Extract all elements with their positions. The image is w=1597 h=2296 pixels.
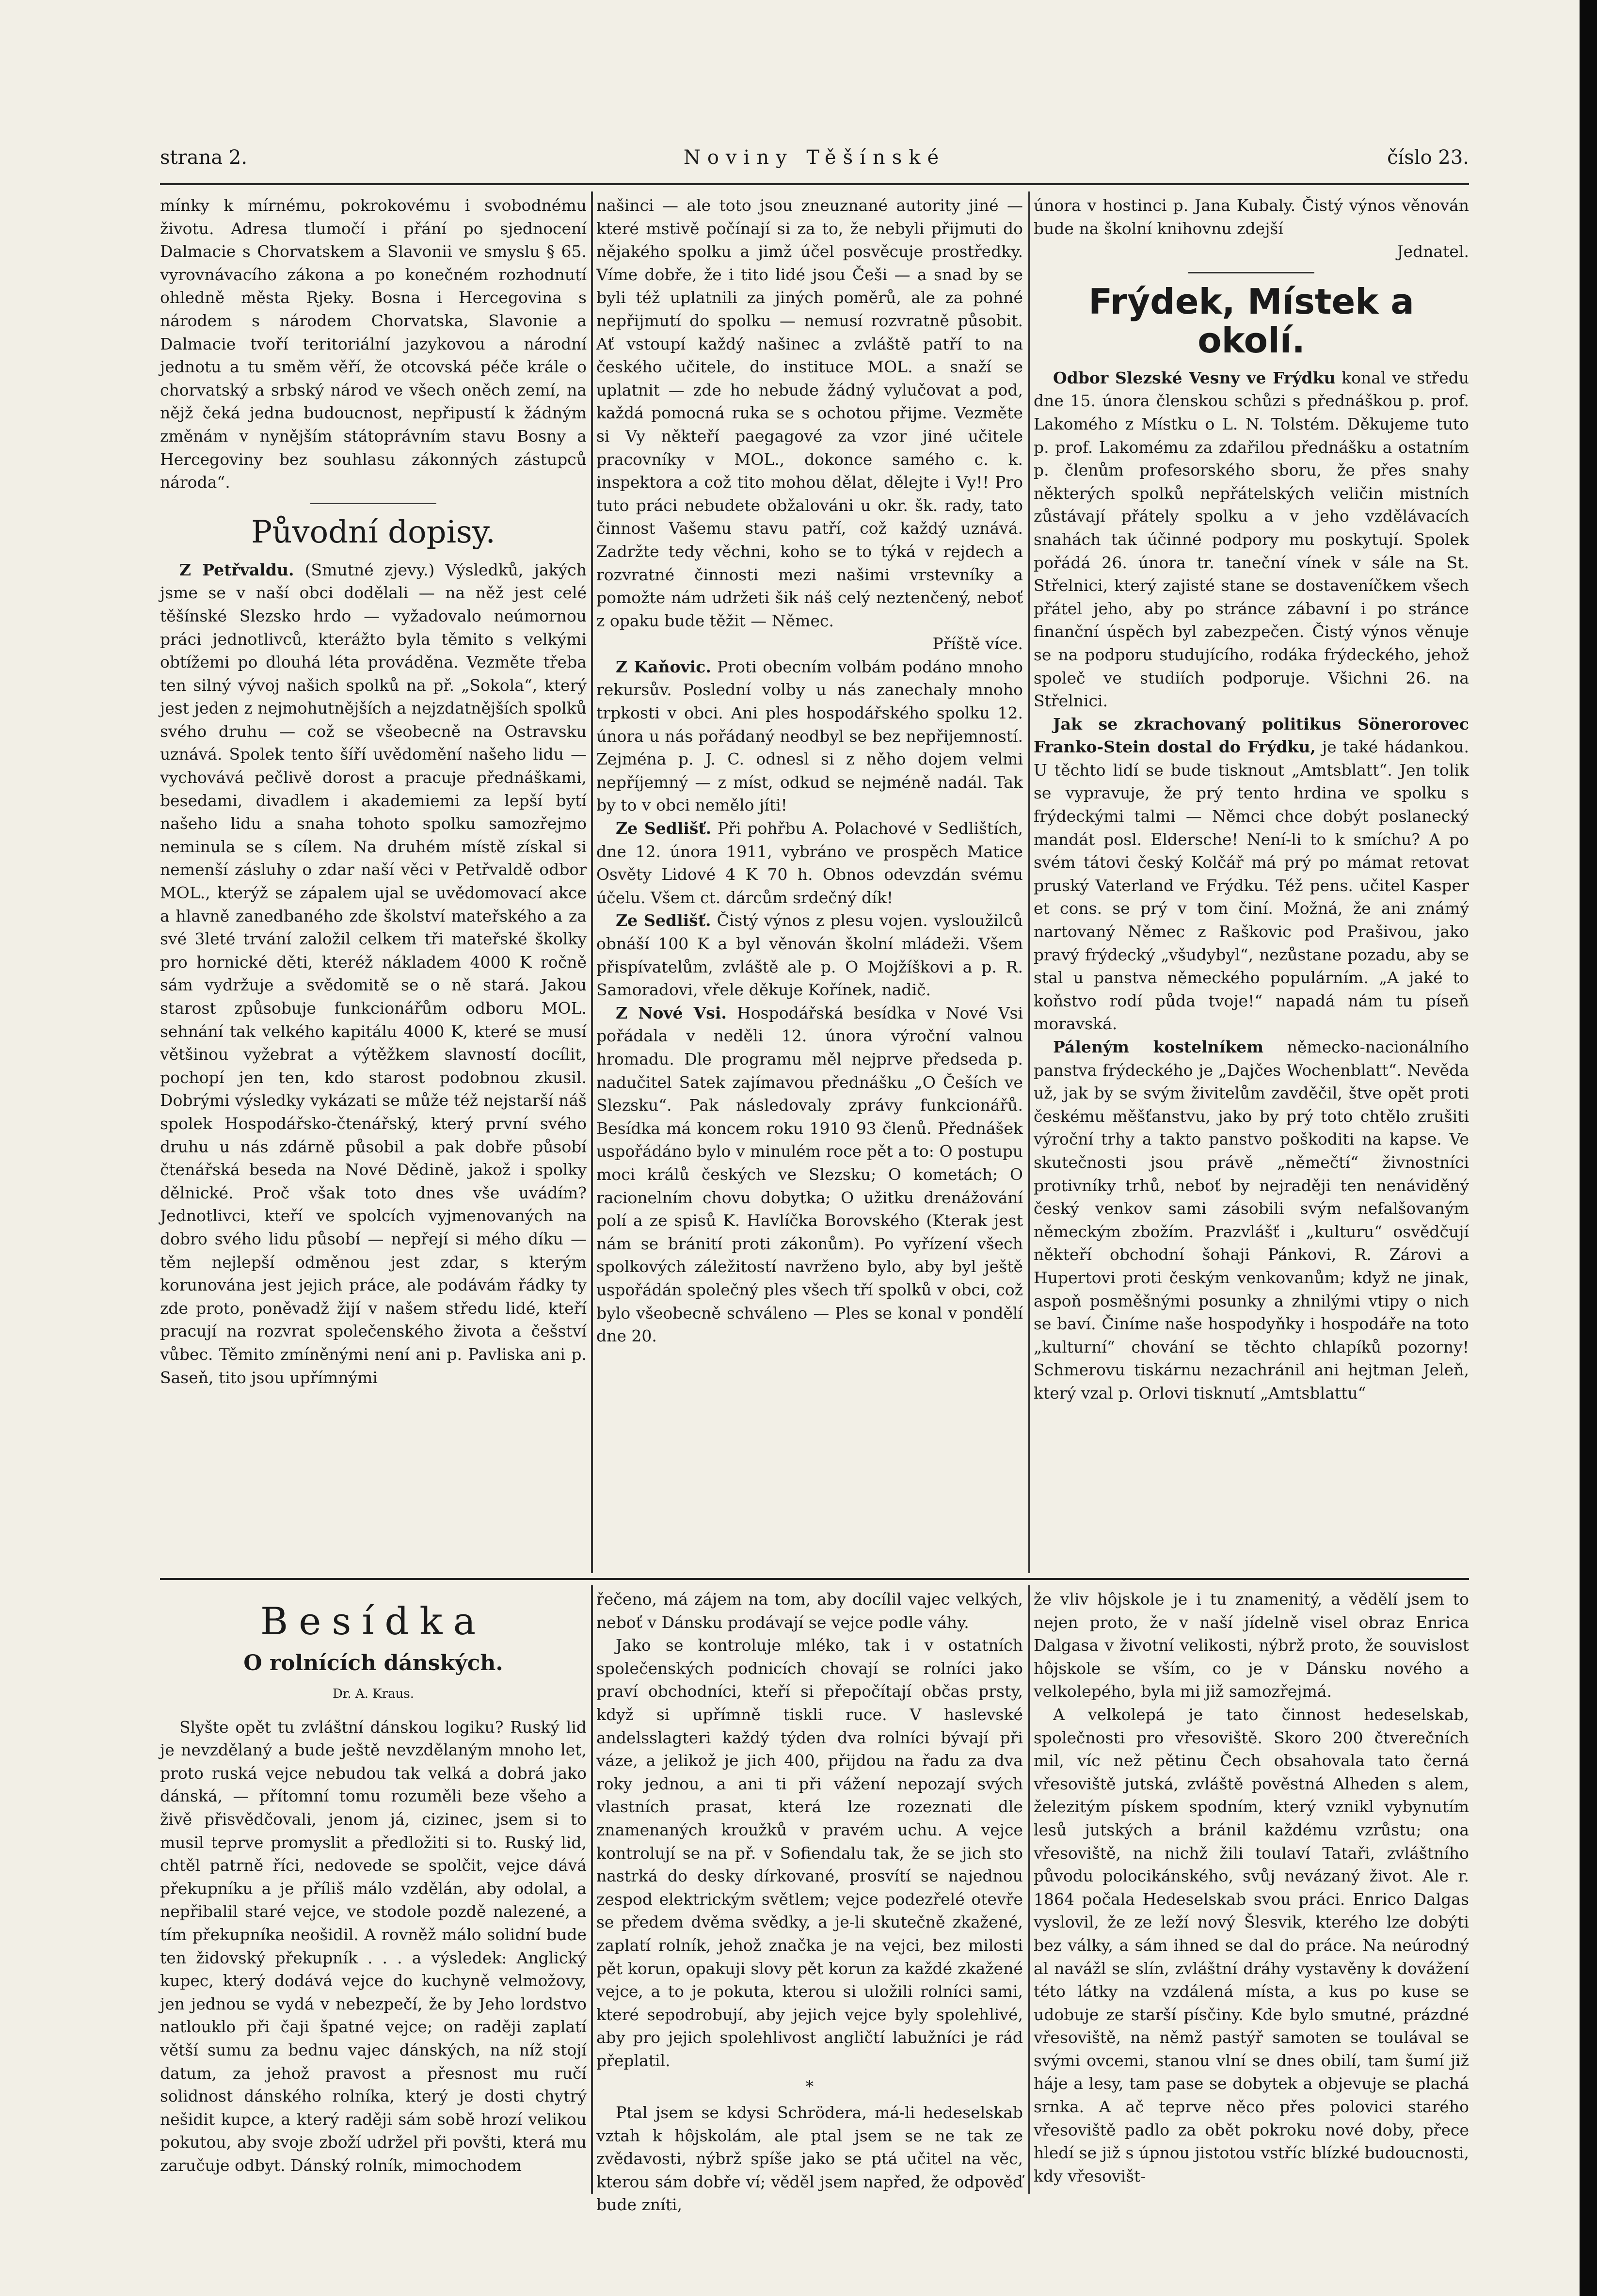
article-text: Proti obecním volbám podáno mnoho rekursův. Poslední volby u nás zanechaly mnoho trpkosti v obci. Ani ples hospodářského spolku 12. února u nás pořádaný neodbyl se bez nepřijemností. Zejména p. J. C. odnesl si z něho dojem velmi nepříjemný — z míst, odkud se nejméně nadál. Tak by to v obci nemělo jíti! <box>596 657 1023 815</box>
article-continuation: února v hostinci p. Jana Kubaly. Čistý výnos věnován bude na školní knihovnu zdejší <box>1034 196 1469 238</box>
column-3 <box>1034 194 1469 1571</box>
article-text: německo-nacionálního panstva frýdeckého je „Dajčes Wochenblatt“. Nevěda už, jak by se svým živitelům zavděčil, štve opět proti českému měšťanstvu, jako by prý toto chtělo zrušiti výroční trhy a takto panstvo poškoditi na kapse. Ve skutečnosti jsou právě „němečtí“ živnostníci protivníky trhů, neboť by nejraději ten nenáviděný český venkov sami zásobili svým nefalšovaným německým zbožím. Prazvlášť i „kulturu“ osvědčují někteří obchodní šohaji Pánkovi, R. Zárovi a Hupertovi proti českým venkovanům; když ne jinak, aspoň posměšnými posunky a zhnilými vtipy o nich se baví. Činíme naše hospodyňky i hospodáře na toto „kulturní“ chování se těchto chlapíků pozorny! Schmerovu tiskárnu nezachránil ani hejtman Jeleň, který vzal p. Orlovi tisknutí „Amtsblattu“ <box>1034 1037 1469 1403</box>
article-lead: Ze Sedlišť. <box>616 911 711 930</box>
besidka-column-3 <box>1034 1588 1469 2191</box>
article-text: konal ve středu dne 15. února členskou schůzi s přednáškou p. prof. Lakomého z Místku o L. N. Tolstém. Děkujeme tuto p. prof. Lakomému za zdařilou přednášku a ostatním p. členům profesorského sboru, že přes snahy některých spolků nepřátelských veličin mistních zůstávají přátely spolku a v jeho vzdělávacích snahách tak účinné podpory mu poskytují. Spolek pořádá 26. února tr. taneční vínek v sále na St. Střelnici, který zajisté stane se dostaveníčkem všech přátel jeho, aby po stránce zábavní i po stránce finanční úspěch byl zabezpečen. Čistý výnos věnuje se na podporu studujícího, rodáka frýdeckého, jehož společ ve studiích podporuje. Všichni 26. na Střelnici. <box>1034 368 1469 711</box>
article-text: Hospodářská besídka v Nové Vsi pořádala v neděli 12. února výroční valnou hromadu. Dle programu měl nejprve předseda p. nadučitel Satek zajímavou přednášku „O Češích ve Slezsku“. Pak následovaly zprávy funkcionářů. Besídka má koncem roku 1910 93 členů. Přednášek uspořádáno bylo v minulém roce pět a to: O postupu moci králů českých ve Slezsku; O kometách; O racionelním chovu dobytka; O užitku drenážování polí a ze spisů K. Havlíčka Borovského (Kterak jest nám se bránití proti zákonům). Po vyřízení všech spolkových záležitostí navrženo bylo, aby byl ještě uspořádán společný ples všech tří spolků v obci, což bylo všeobecně schváleno — Ples se konal v pondělí dne 20. <box>596 1003 1023 1346</box>
article-franko-stein <box>1034 713 1469 1036</box>
feuilleton-text: A velkolepá je tato činnost hedeselskab, společnosti pro vřesoviště. Skoro 200 čtverečních mil, víc než pětinu Čech obsahovala tato černá vřesoviště jutská, zvláště pověstná Alheden s alem, železitým pískem spodním, který vznikl vybynutím lesů jutských a bránil každému vzrůstu; ona vřesoviště, na nichž žili toulaví Tataři, zvláštního původu polocikánského, svůj nevázaný život. Ale r. 1864 počala Hedeselskab svou práci. Enrico Dalgas vyslovil, že ze leží nový Šlesvik, kterého lze dobýti bez války, a sám ihned se dal do práce. Na neúrodný al navážl se slín, zvláštní dráhy vystavěny k dovážení této látky na vzdálená místa, a kus po kuse se udobuje ze starší písčiny. Kde bylo smutné, prázdné vřesoviště, na němž pastýř samoten se toulával se svými ovcemi, stanou vlní se dnes obilí, tam šumí již háje a lesy, tam pase se dobytek a objevuje se plachá srnka. A ač teprve něco přes polovici starého vřesoviště padlo za obět pokroku nové doby, přece hledí se již s úpnou jistotou vstříc blízké budoucnosti, kdy vřesovišt- <box>1034 1705 1469 2185</box>
article-text: Čistý výnos z plesu vojen. vysloužilců obnáší 100 K a byl věnován školní mládeži. Všem přispívatelům, zvláště ale p. O Mojžíškovi a p. R. Samoradovi, vřele děkuje Kořínek, nadič. <box>596 911 1023 1000</box>
article-continuation: mínky k mírnému, pokrokovému i svobodnému životu. Adresa tlumočí i přání po sjednocení Dalmacie s Chorvatskem a Slavonii ve smyslu § 65. vyrovnávacího zákona a po konečném rozhodnutí ohledně města Rjeky. Bosna i Hercegovina s národem s národem Chorvatska, Slavonie a Dalmacie tvoří teritoriální jazykovou a národní jednotu a tu směm věří, že otcovská péče krále o chorvatský a srbský národ ve všech oněch zemí, na nějž čeká jedna budoucnost, nepřipustí k žádným změnám v nynějším státoprávním stavu Bosny a Hercegoviny bez souhlasu zákonných zástupců národa“. <box>160 196 587 492</box>
article-continuation: našinci — ale toto jsou zneuznané autority jiné — které mstivě počínají si za to, že nebyli přijmuti do nějakého spolku a jimž účel posvěcuje prostředky. Víme dobře, že i tito lidé jsou Češi — a snad by se byli též uplatnili za jiných poměrů, ale za pohné nepřijmutí do spolku — nemusí rozvratně působit. Ať vstoupí každý našinec a zvláště patří to na českého učitele, do instituce MOL. a snaží se uplatnit — zde ho nebude žádný vylučovat a pod, každá pomocná ruka se s ochotou přijme. Vezměte si Vy někteří paegagové za vzor jiné učitele pracovníky v MOL., dokonce samého c. k. inspektora a což tito mohou dělat, dělejte i Vy!! Pro tuto práci nebudete obžalováni u okr. šk. rady, tato činnost Vašemu stavu patří, což každý uznává. Zadržte tedy věchni, koho se to týká v rejdech a rozvratné činnosti mezi našimi vrstevníky a pomožte nám udržeti šik náš celý neztenčený, neboť z opaku bude těžit — Němec. <box>596 196 1023 630</box>
feuilleton-author: Dr. A. Kraus. <box>333 1687 414 1701</box>
article-lead: Z Nové Vsi. <box>616 1003 727 1022</box>
article-lead: Páleným kostelníkem <box>1053 1037 1264 1056</box>
article-lead: Z Petřvaldu. <box>179 560 294 579</box>
article-signature: Jednatel. <box>1397 242 1469 261</box>
column-divider <box>1028 1585 1030 2194</box>
divider <box>310 503 436 504</box>
feuilleton-text: Ptal jsem se kdysi Schrödera, má-li hedeselskab vztah k hôjskolám, ale ptal jsem se ne tak ze zvědavosti, nýbrž spíše jako se ptá učitel na věc, kterou sám dobře ví; věděl jsem napřed, že odpověď bude zníti, <box>596 2103 1023 2215</box>
besidka-column-2 <box>596 1588 1023 2215</box>
feuilleton-text: řečeno, má zájem na tom, aby docílil vajec velkých, neboť v Dánsku prodávají se vejce podle váhy. <box>596 1590 1023 1632</box>
column-divider <box>591 191 593 1573</box>
column-divider <box>591 1585 593 2194</box>
masthead-title: Noviny Těšínské <box>683 146 946 169</box>
divider <box>1188 272 1314 273</box>
article-kanovice <box>596 655 1023 817</box>
page-edge-shadow <box>1580 0 1597 2296</box>
feuilleton-title: O rolnících dánských. <box>243 1651 503 1675</box>
article-signature: Příště více. <box>932 634 1023 654</box>
column-divider <box>1028 191 1030 1573</box>
article-lead: Jak se zkrachovaný politikus Sönerorovec Franko-Stein dostal do Frýdku, <box>1034 714 1469 757</box>
article-petrvald <box>160 558 587 1389</box>
article-nova-ves <box>596 1002 1023 1348</box>
issue-number: číslo 23. <box>1387 146 1469 169</box>
article-slezska-vesna <box>1034 367 1469 713</box>
article-text: Při pohřbu A. Polachové v Sedlištích, dne 12. února 1911, vybráno ve prospěch Matice Osvěty Lidové 4 K 70 h. Obnos odevzdán svému účelu. Všem ct. dárcům srdečný dík! <box>596 819 1023 907</box>
page-header <box>160 146 1469 175</box>
page-number: strana 2. <box>160 146 248 169</box>
asterisk-separator: * <box>805 2077 814 2096</box>
article-sedliste-2 <box>596 909 1023 1001</box>
article-lead: Ze Sedlišť. <box>616 819 712 838</box>
newspaper-page <box>160 131 1469 2215</box>
article-text: (Smutné zjevy.) Výsledků, jakých jsme se v naší obci dodělali — na něž jest celé těšínské Slezsko hrdo — vyžadovalo neúmornou práci jednotlivců, kterážto byla těmito s velkými obtížemi po dlouhá léta prováděna. Vezměte třeba ten silný vývoj našich spolků na př. „Sokola“, který jest jeden z nejmohutnějších a nejzdatnějších spolků svého druhu — což se všeobecně na Ostravsku uznává. Spolek tento šíří uvědomění našeho lidu — vychovává pečlivě dorost a pracuje přednáškami, besedami, divadlem i akademiemi za lepší bytí našeho lidu a snaha tohoto spolku samozřejmo neminula se s cílem. Na druhém místě získal si nemenší zásluhy o zdar naší věci v Petřvaldě odbor MOL., kterýž se zápalem ujal se uvědomovací akce a hlavně zanedbaného zde školství mateřského a za své 3leté trvání založil celkem tři mateřské školky pro hornické děti, kteréž nákladem 4000 K ročně sám vydržuje a svědomitě se o ně stará. Jakou starost způsobuje funkcionářům odboru MOL. sehnání tak velkého kapitálu 4000 K, které se musí většinou vyžebrat a výtěžkem slavností docílit, pochopí jen ten, kdo starost podobnou zkusil. Dobrými výsledky vykázati se může též nejstarší náš spolek Hospodářsko-čtenářský, který první svého druhu u nás zdárně působil a pak dobře působí čtenářská beseda na Nové Dědině, jakož i spolky dělnické. Proč však toto dnes vše uvádím? Jednotlivci, kteří ve spolcích vyjmenovaných na dobro svého lidu působí — nepřejí si mého díku — těm nejlepší odměnou jest zdar, s kterým korunována jest jejich práce, ale podávám řádky ty zde proto, poněvadž žijí v našem středu lidé, kteří pracují na rozvrat společenského života a češství vůbec. Těmito zmíněnými není ani p. Pavliska ani p. Saseň, tito jsou upřímnými <box>160 560 587 1387</box>
section-rule <box>160 1578 1469 1580</box>
article-sedliste-1 <box>596 817 1023 909</box>
feuilleton-text: Slyšte opět tu zvláštní dánskou logiku? Ruský lid je nevzdělaný a bude ještě nevzdělaným mnoho let, proto ruská vejce nebudou tak velká a dobrá jako dánská, — přítomní tomu rozuměli beze všeho a živě přisvědčovali, jenom já, cizinec, jsem si to musil teprve promyslit a předložiti si to. Ruský lid, chtěl patrně říci, nedovede se spolčit, vejce dává překupníku a je příliš málo vzdělán, aby odolal, a nepřibalil staré vejce, ve stodole pozdě nalezené, a tím překupníka neošidil. A rovněž málo solidní bude ten židovský překupník . . . a výsledek: Anglický kupec, který dodává vejce do kuchyně velmožovy, jen jednou se vydá v nebezpečí, že by Jeho lordstvo natlouklo při čaji špatné vejce; on raději zaplatí větší sumu za bednu vajec dánských, na níž stojí datum, za jehož pravost a přesnost mu ručí solidnost dánského rolníka, který je dosti chytrý nešidit kupce, a který raději sám sobě hrozí velikou pokutou, aby svoje zboží udržel při povšti, která mu zaručuje odbyt. Dánský rolník, mimochodem <box>160 1717 587 2175</box>
besidka-column-1 <box>160 1588 587 2191</box>
section-heading-puvodni-dopisy: Původní dopisy. <box>251 514 495 550</box>
column-2 <box>596 194 1023 1571</box>
article-lead: Z Kaňovic. <box>616 657 711 676</box>
article-lead: Odbor Slezské Vesny ve Frýdku <box>1053 368 1336 387</box>
header-rule <box>160 183 1469 185</box>
section-heading-besidka: Besídka <box>260 1600 487 1643</box>
article-text: je také hádankou. U těchto lidí se bude tisknout „Amtsblatt“. Jen tolik se vypravuje, že prý tento hrdina ve spolku s frýdeckými talmi — Němci chce dobýt poslanecký mandát posl. Eldersche! Není-li to k smíchu? A po svém tátovi český Kolčář má prý po mámat retovat pruský Vaterland ve Frýdku. Též pens. učitel Kasper et cons. se prý v tom činí. Možná, že ani známý nartovaný Němec z Raškovic pod Prašivou, jako pravý frýdecký „všudybyl“, nezůstane pozadu, aby se stal u panstva německého populárním. „A jaké to koňstvo rodí půda tvoje!“ napadá nám tu píseň moravská. <box>1034 737 1469 1034</box>
feuilleton-text: Jako se kontroluje mléko, tak i v ostatních společenských podnicích chovají se rolníci jako praví obchodníci, kteří si přepočítají občas prsty, když si upřímně tiskli ruce. V haslevské andelsslagteri každý týden dva rolníci bývají při váze, a jelikož je jich 400, přijdou na řadu za dva roky jednou, a ani ti při vážení nepozají svých vlastních prasat, která lze rozeznati dle znamenaných kroužků v pravém uchu. A vejce kontrolují se na př. v Sofiendalu tak, že se jich sto nastrká do desky dírkované, prosvítí se najednou zespod elektrickým světlem; vejce podezřelé otevře se předem dvěma svědky, a je-li skutečně zkažené, zaplatí rolník, jehož značka je na vejci, bez milosti pět korun, opakuji slovy pět korun za každé zkažené vejce, a to je pokuta, kterou si uložili rolníci sami, které sepodrobují, aby jejich vejce byly spolehlivé, aby pro jejich spolehlivost angličtí labužníci je rád přeplatil. <box>596 1636 1023 2070</box>
section-heading-frydek: Frýdek, Místek a okolí. <box>1088 281 1414 361</box>
feuilleton-text: že vliv hôjskole je i tu znamenitý, a vědělí jsem to nejen proto, že v naší jídelně visel obraz Enrica Dalgasa v životní velikosti, nýbrž proto, že souvislost hôjskole se vším, co je v Dánsku nového a velkolepého, byla mi již samozřejmá. <box>1034 1590 1469 1701</box>
column-1 <box>160 194 587 1571</box>
article-kostelnik <box>1034 1036 1469 1405</box>
